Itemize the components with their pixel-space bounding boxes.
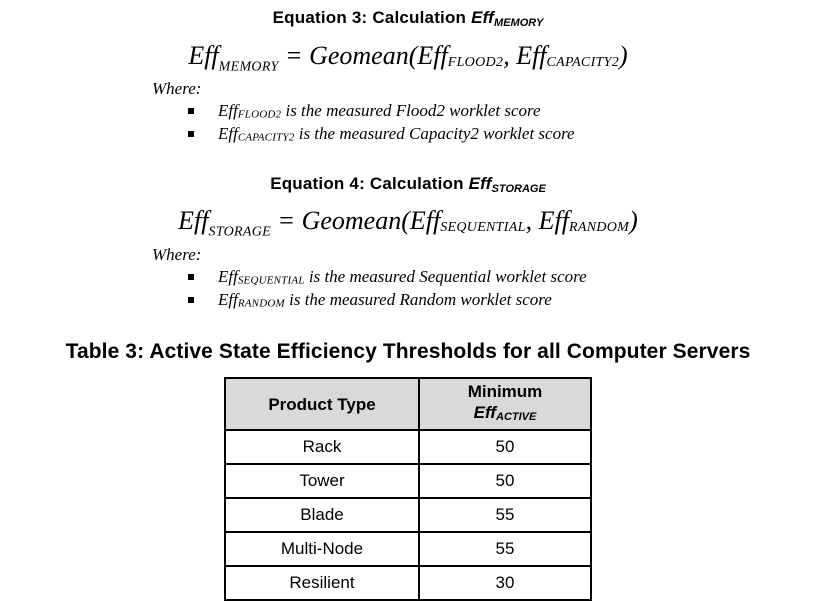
product-type-cell: Blade — [225, 498, 419, 532]
equation-4-heading-eff: Eff — [468, 173, 492, 193]
bullet-eff-subscript: CAPACITY2 — [237, 131, 295, 144]
bullet-eff: Eff — [218, 266, 238, 286]
formula-arg2-subscript: CAPACITY2 — [546, 54, 620, 70]
equation-4-heading-subscript: STORAGE — [491, 182, 546, 195]
formula-arg2: Eff — [516, 40, 547, 70]
equation-3-heading-text: Equation 3: Calculation — [272, 8, 472, 27]
equation-4-heading — [0, 174, 816, 195]
formula-operator: = Geomean( — [278, 40, 418, 70]
formula-arg2: Eff — [538, 206, 570, 236]
min-eff-cell: 50 — [419, 464, 591, 498]
formula-close-paren: ) — [619, 40, 628, 70]
equation-3-formula — [0, 41, 816, 75]
column-header-eff: Eff — [473, 402, 496, 422]
column-header-eff-subscript: ACTIVE — [496, 410, 537, 423]
formula-arg1-subscript: FLOOD2 — [447, 54, 504, 70]
bullet-square-icon — [188, 131, 194, 137]
where-label: Where: — [152, 79, 202, 99]
bullet-eff: Eff — [218, 101, 238, 121]
equation-4-block — [0, 174, 816, 314]
product-type-cell: Multi-Node — [225, 532, 419, 566]
formula-lhs: Eff — [188, 40, 219, 70]
bullet-square-icon — [188, 108, 194, 114]
table-row — [225, 532, 591, 566]
bullet-eff: Eff — [218, 124, 238, 144]
table-row — [225, 566, 591, 600]
formula-lhs: Eff — [178, 206, 209, 236]
formula-lhs-subscript: STORAGE — [208, 224, 272, 240]
column-header-min-eff-active — [419, 378, 591, 430]
equation-3-bullet-list — [188, 101, 816, 148]
formula-arg1: Eff — [417, 40, 448, 70]
equation-3-block — [0, 8, 816, 148]
table-row — [225, 498, 591, 532]
bullet-item — [188, 124, 816, 147]
formula-arg1-subscript: SEQUENTIAL — [440, 220, 526, 236]
bullet-item — [188, 267, 816, 290]
bullet-item — [188, 101, 816, 124]
where-label: Where: — [152, 244, 202, 264]
bullet-text: is the measured Flood2 worklet score — [281, 101, 541, 121]
thresholds-table — [224, 377, 592, 601]
table-header-row — [225, 378, 591, 430]
bullet-text: is the measured Sequential worklet score — [304, 266, 587, 286]
equation-3-heading — [0, 8, 816, 29]
bullet-square-icon — [188, 297, 194, 303]
bullet-text: is the measured Random worklet score — [284, 290, 552, 310]
bullet-eff: Eff — [218, 290, 238, 310]
formula-close-paren: ) — [629, 206, 638, 236]
formula-arg2-subscript: RANDOM — [569, 220, 630, 236]
equation-4-heading-text: Equation 4: Calculation — [270, 173, 469, 193]
min-eff-cell: 55 — [419, 498, 591, 532]
formula-comma: , — [503, 40, 517, 70]
table-row — [225, 430, 591, 464]
equation-3-heading-eff: Eff — [471, 8, 495, 27]
formula-comma: , — [525, 206, 539, 236]
bullet-eff-subscript: RANDOM — [237, 297, 285, 310]
bullet-eff-subscript: FLOOD2 — [237, 108, 282, 121]
min-eff-cell: 55 — [419, 532, 591, 566]
column-header-minimum-text: Minimum — [467, 381, 543, 401]
column-header-product-type: Product Type — [225, 378, 419, 430]
equation-4-bullet-list — [188, 267, 816, 314]
table-header — [225, 378, 591, 430]
equation-4-formula — [0, 206, 816, 240]
product-type-cell: Rack — [225, 430, 419, 464]
equation-3-heading-subscript: MEMORY — [494, 16, 544, 29]
formula-arg1: Eff — [409, 206, 441, 236]
min-eff-cell: 30 — [419, 566, 591, 600]
formula-operator: = Geomean( — [271, 206, 410, 236]
table-row — [225, 464, 591, 498]
formula-lhs-subscript: MEMORY — [218, 59, 279, 75]
bullet-square-icon — [188, 274, 194, 280]
table-body — [225, 430, 591, 600]
bullet-eff-subscript: SEQUENTIAL — [237, 274, 305, 287]
table-3-title: Table 3: Active State Efficiency Thresholds for all Computer Servers — [65, 340, 751, 364]
bullet-text: is the measured Capacity2 worklet score — [294, 124, 575, 144]
product-type-cell: Resilient — [225, 566, 419, 600]
product-type-cell: Tower — [225, 464, 419, 498]
bullet-item — [188, 290, 816, 313]
min-eff-cell: 50 — [419, 430, 591, 464]
